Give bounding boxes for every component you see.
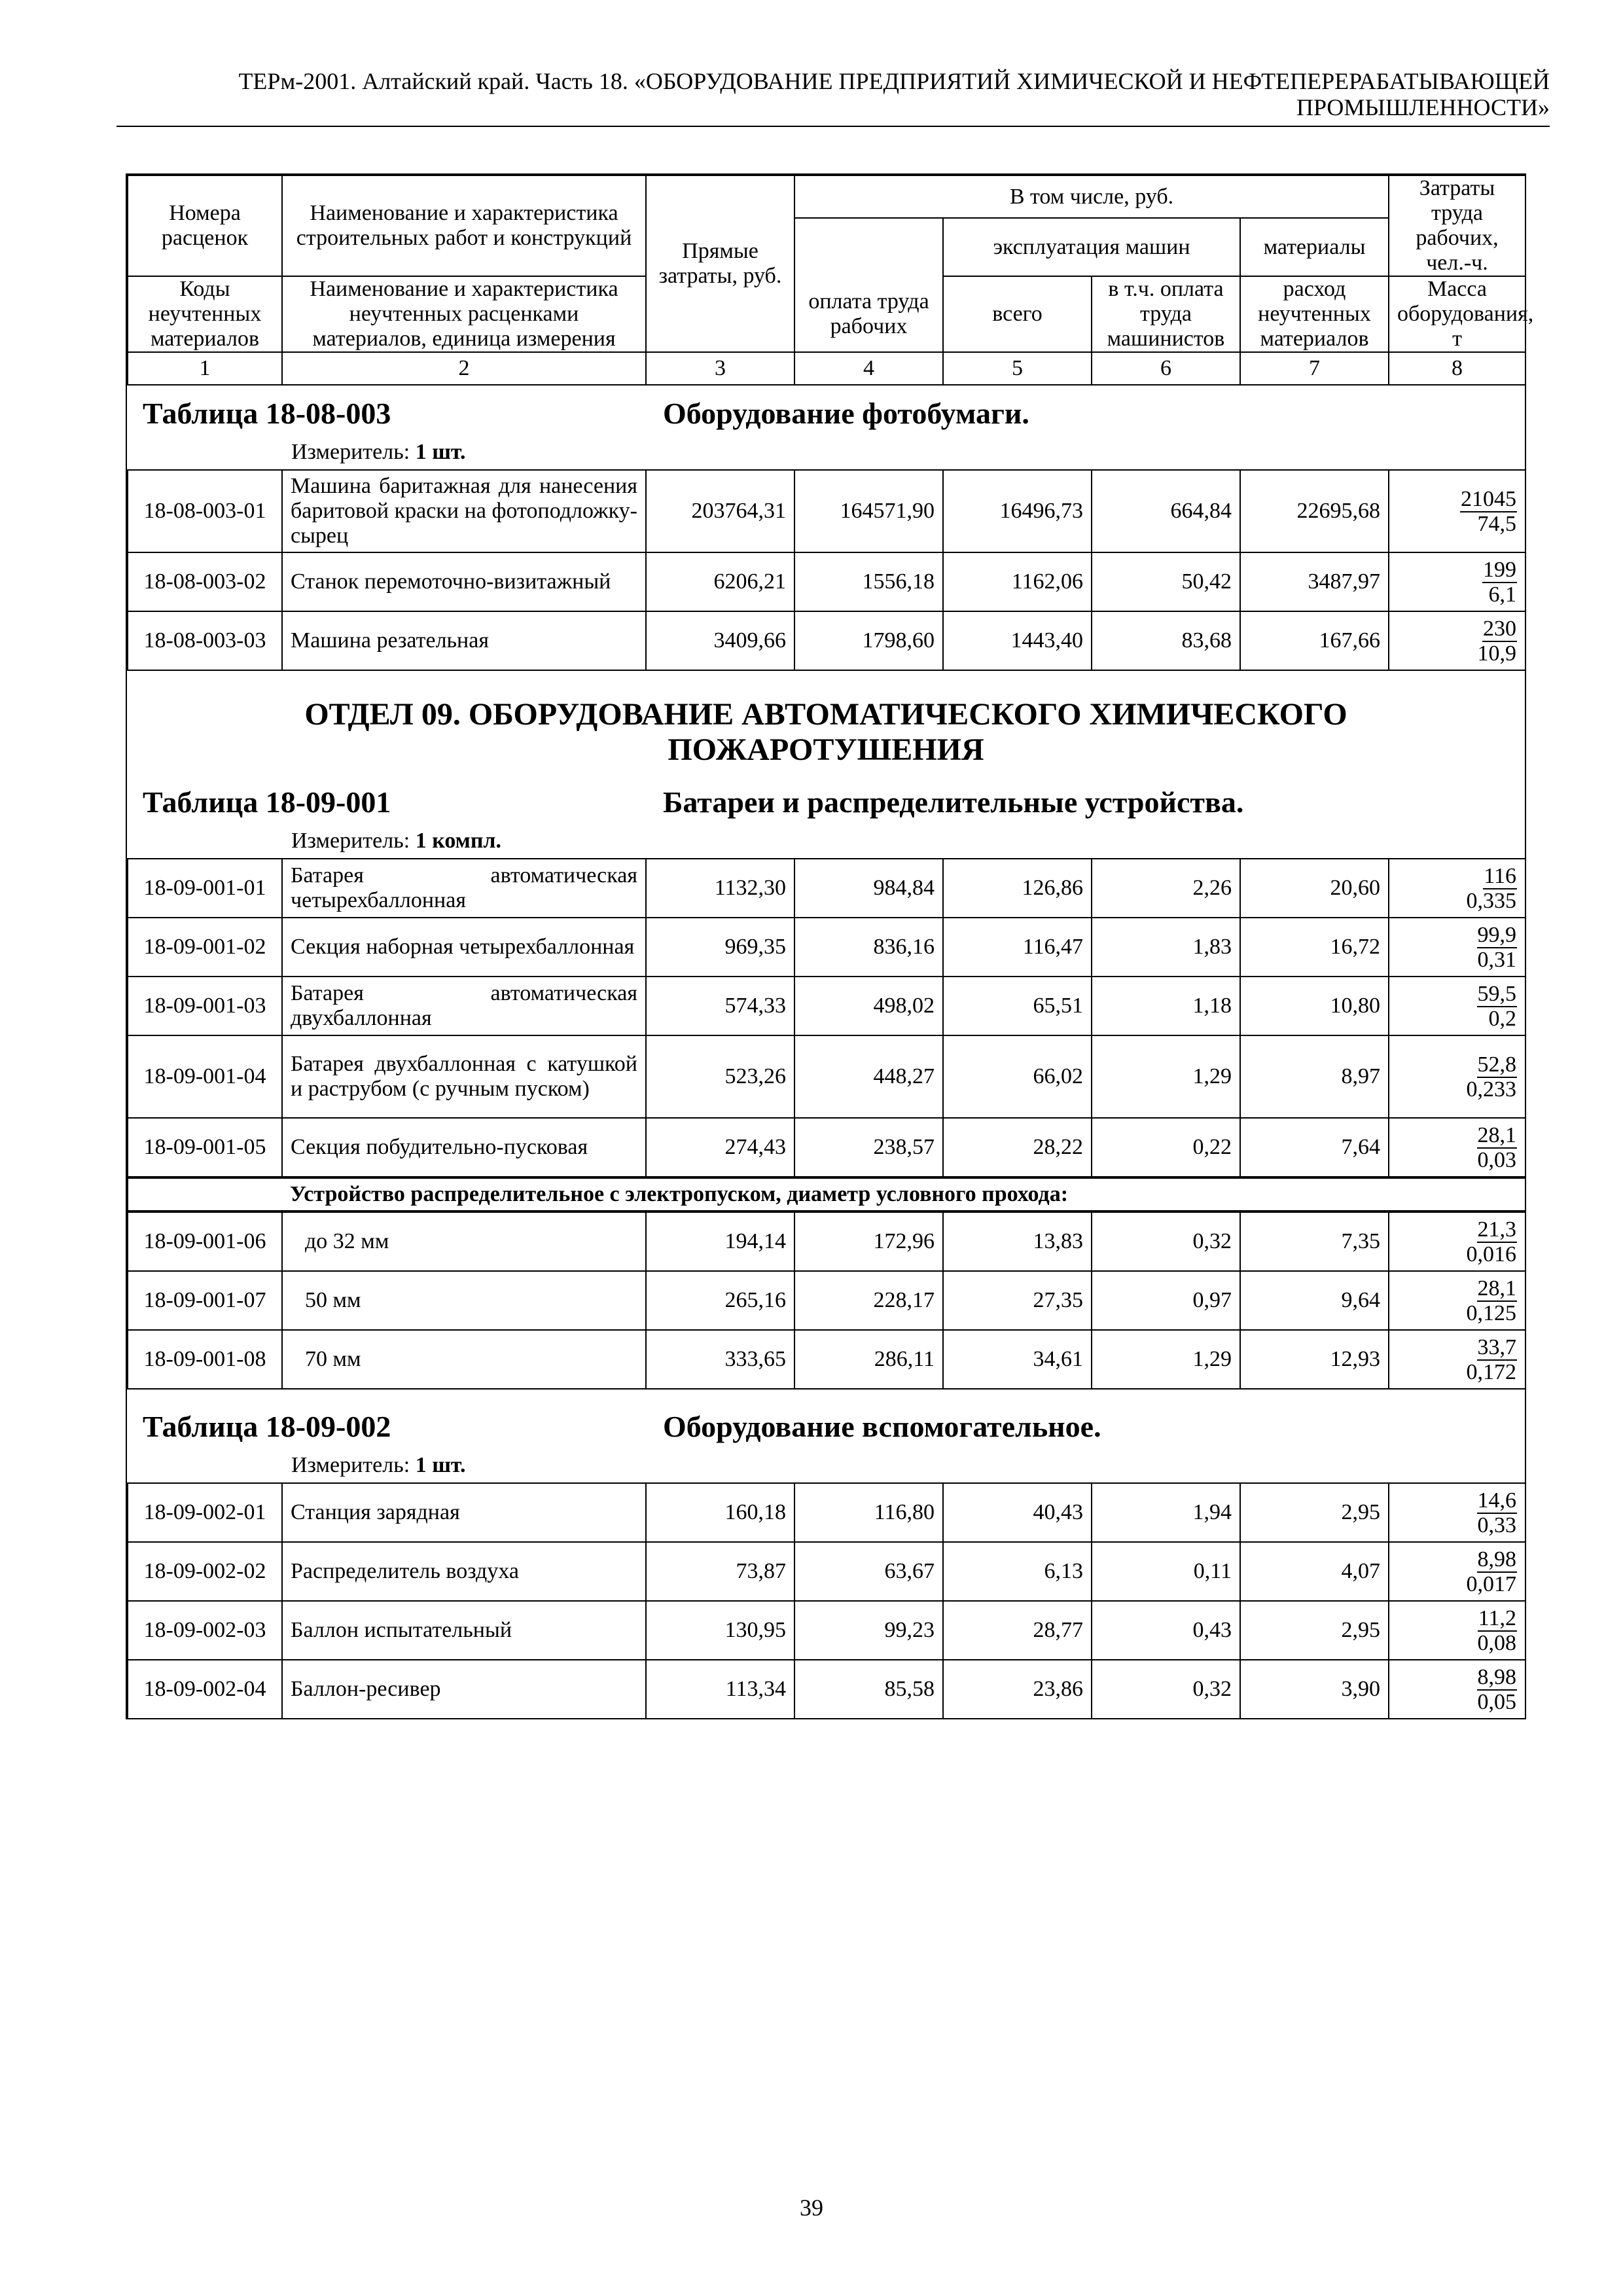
labor-hours: 8,98	[1477, 1664, 1516, 1689]
col-number: 7	[1240, 352, 1389, 385]
col-number: 1	[128, 352, 282, 385]
labor-hours: 28,1	[1477, 1122, 1516, 1147]
table-row	[128, 1271, 1525, 1330]
table-row	[128, 1118, 1525, 1177]
rates-table-18-09-001	[127, 858, 1526, 1177]
materials-cost: 2,95	[1240, 1601, 1389, 1660]
materials-cost: 22695,68	[1240, 470, 1389, 552]
equipment-mass: 0,172	[1466, 1359, 1516, 1384]
table-row	[128, 1212, 1525, 1271]
direct-cost: 333,65	[646, 1330, 794, 1389]
labor-hours: 14,6	[1477, 1488, 1516, 1513]
labor-hours-mass	[1389, 611, 1525, 670]
machines-cost: 13,83	[943, 1212, 1092, 1271]
labor-hours-mass	[1389, 1271, 1525, 1330]
col-mass-header: Масса оборудования, т	[1389, 276, 1525, 352]
running-header-line-2: ПРОМЫШЛЕННОСТИ»	[1296, 94, 1550, 120]
equipment-mass: 10,9	[1477, 641, 1516, 666]
col-group-header: В том числе, руб.	[794, 175, 1389, 218]
rate-name: Баллон испытательный	[282, 1601, 646, 1660]
labor-hours-mass	[1389, 1660, 1525, 1719]
section-heading-09	[127, 671, 1525, 768]
table-name: Батареи и распределительные устройства.	[663, 785, 1244, 819]
operators-cost: 2,26	[1092, 859, 1240, 918]
materials-cost: 4,07	[1240, 1542, 1389, 1601]
machines-cost: 65,51	[943, 977, 1092, 1035]
col-labor-hours-header: Затраты труда рабочих, чел.-ч.	[1389, 175, 1525, 276]
direct-cost: 265,16	[646, 1271, 794, 1330]
operators-cost: 1,29	[1092, 1035, 1240, 1118]
table-name: Оборудование фотобумаги.	[663, 397, 1029, 430]
materials-cost: 20,60	[1240, 859, 1389, 918]
labor-cost: 228,17	[794, 1271, 943, 1330]
labor-cost: 984,84	[794, 859, 943, 918]
operators-cost: 0,22	[1092, 1118, 1240, 1177]
materials-cost: 3,90	[1240, 1660, 1389, 1719]
rate-code: 18-09-002-02	[128, 1542, 282, 1601]
labor-hours-mass	[1389, 1330, 1525, 1389]
meter-label: Измеритель:	[291, 440, 410, 464]
rate-name: Машина баритажная для нанесения баритовой краски на фотоподложку-сырец	[282, 470, 646, 552]
col-number: 8	[1389, 352, 1525, 385]
machines-cost: 66,02	[943, 1035, 1092, 1118]
meter-value: 1 шт.	[415, 1453, 466, 1477]
labor-hours: 21045	[1461, 486, 1516, 511]
equipment-mass: 0,33	[1477, 1513, 1516, 1537]
labor-cost: 498,02	[794, 977, 943, 1035]
machines-cost: 28,77	[943, 1601, 1092, 1660]
table-meter	[127, 438, 1525, 469]
subheading-spacer	[128, 1178, 282, 1211]
labor-hours-mass	[1389, 1601, 1525, 1660]
col-labor-cell-top	[794, 218, 943, 276]
machines-cost: 6,13	[943, 1542, 1092, 1601]
rate-name: Станция зарядная	[282, 1483, 646, 1542]
col-machines-total-header: всего	[943, 276, 1092, 352]
operators-cost: 0,43	[1092, 1601, 1240, 1660]
table-row	[128, 918, 1525, 977]
labor-cost: 1798,60	[794, 611, 943, 670]
rate-code: 18-09-002-04	[128, 1660, 282, 1719]
labor-hours-mass	[1389, 977, 1525, 1035]
rate-name: Распределитель воздуха	[282, 1542, 646, 1601]
section-heading-line-2: ПОЖАРОТУШЕНИЯ	[668, 732, 984, 767]
direct-cost: 1132,30	[646, 859, 794, 918]
direct-cost: 160,18	[646, 1483, 794, 1542]
running-header	[116, 68, 1550, 120]
labor-hours: 116	[1484, 863, 1516, 888]
labor-hours: 33,7	[1477, 1335, 1516, 1359]
rate-name: 70 мм	[282, 1330, 646, 1389]
materials-cost: 2,95	[1240, 1483, 1389, 1542]
col-name-header: Наименование и характеристика строительных работ и конструкций	[282, 175, 646, 276]
equipment-mass: 0,31	[1477, 947, 1516, 972]
rate-code: 18-09-002-03	[128, 1601, 282, 1660]
rate-code: 18-09-001-05	[128, 1118, 282, 1177]
operators-cost: 0,32	[1092, 1212, 1240, 1271]
col-machines-header: эксплуатация машин	[943, 218, 1240, 276]
rate-name: Батарея двухбаллонная с катушкой и раструбом (с ручным пуском)	[282, 1035, 646, 1118]
labor-cost: 116,80	[794, 1483, 943, 1542]
table-meter	[127, 827, 1525, 858]
rate-code: 18-09-001-02	[128, 918, 282, 977]
col-labor-header: оплата труда рабочих	[794, 276, 943, 352]
direct-cost: 969,35	[646, 918, 794, 977]
rate-code: 18-08-003-03	[128, 611, 282, 670]
materials-cost: 12,93	[1240, 1330, 1389, 1389]
machines-cost: 1162,06	[943, 552, 1092, 611]
rate-code: 18-09-001-04	[128, 1035, 282, 1118]
labor-hours-mass	[1389, 1542, 1525, 1601]
col-direct-header: Прямые затраты, руб.	[646, 175, 794, 352]
materials-cost: 16,72	[1240, 918, 1389, 977]
rate-name: до 32 мм	[282, 1212, 646, 1271]
table-row	[128, 1542, 1525, 1601]
equipment-mass: 0,335	[1466, 888, 1516, 913]
machines-cost: 28,22	[943, 1118, 1092, 1177]
direct-cost: 274,43	[646, 1118, 794, 1177]
col-materials-header: материалы	[1240, 218, 1389, 276]
subheading-table	[127, 1177, 1526, 1211]
meter-label: Измеритель:	[291, 829, 410, 853]
rate-name: Станок перемоточно-визитажный	[282, 552, 646, 611]
equipment-mass: 0,125	[1466, 1300, 1516, 1325]
labor-hours-mass	[1389, 1212, 1525, 1271]
table-number: Таблица 18-08-003	[143, 397, 391, 430]
meter-value: 1 шт.	[415, 440, 466, 464]
col-number: 2	[282, 352, 646, 385]
direct-cost: 203764,31	[646, 470, 794, 552]
table-row	[128, 1035, 1525, 1118]
equipment-mass: 0,08	[1477, 1630, 1516, 1655]
table-row	[128, 470, 1525, 552]
operators-cost: 1,18	[1092, 977, 1240, 1035]
machines-cost: 34,61	[943, 1330, 1092, 1389]
labor-hours-mass	[1389, 1118, 1525, 1177]
labor-hours: 59,5	[1477, 981, 1516, 1006]
equipment-mass: 0,03	[1477, 1147, 1516, 1172]
labor-hours: 230	[1483, 616, 1516, 641]
labor-cost: 85,58	[794, 1660, 943, 1719]
direct-cost: 6206,21	[646, 552, 794, 611]
table-title-18-09-002	[127, 1390, 1525, 1451]
labor-cost: 238,57	[794, 1118, 943, 1177]
materials-cost: 7,64	[1240, 1118, 1389, 1177]
rate-code: 18-09-001-07	[128, 1271, 282, 1330]
labor-hours-mass	[1389, 859, 1525, 918]
direct-cost: 3409,66	[646, 611, 794, 670]
col-codes-header: Номера расценок	[128, 175, 282, 276]
materials-cost: 9,64	[1240, 1271, 1389, 1330]
machines-cost: 126,86	[943, 859, 1092, 918]
rate-name: Баллон-ресивер	[282, 1660, 646, 1719]
rate-code: 18-09-001-03	[128, 977, 282, 1035]
equipment-mass: 0,016	[1466, 1242, 1516, 1266]
operators-cost: 1,94	[1092, 1483, 1240, 1542]
table-title-18-08-003	[127, 386, 1525, 438]
equipment-mass: 6,1	[1488, 582, 1516, 607]
rate-name: 50 мм	[282, 1271, 646, 1330]
price-sheet	[126, 173, 1534, 1719]
operators-cost: 664,84	[1092, 470, 1240, 552]
materials-cost: 10,80	[1240, 977, 1389, 1035]
rate-name: Батарея автоматическая двухбаллонная	[282, 977, 646, 1035]
table-row	[128, 1601, 1525, 1660]
equipment-mass: 0,2	[1488, 1006, 1516, 1031]
rate-name: Секция наборная четырехбаллонная	[282, 918, 646, 977]
rates-table-18-09-001-sub	[127, 1211, 1526, 1390]
rates-table-18-08-003	[127, 469, 1526, 671]
rate-code: 18-09-001-08	[128, 1330, 282, 1389]
direct-cost: 574,33	[646, 977, 794, 1035]
col-number: 6	[1092, 352, 1240, 385]
labor-cost: 448,27	[794, 1035, 943, 1118]
meter-label: Измеритель:	[291, 1453, 410, 1477]
materials-cost: 167,66	[1240, 611, 1389, 670]
operators-cost: 1,83	[1092, 918, 1240, 977]
operators-cost: 0,32	[1092, 1660, 1240, 1719]
equipment-mass: 0,05	[1477, 1689, 1516, 1714]
rate-code: 18-08-003-02	[128, 552, 282, 611]
materials-cost: 7,35	[1240, 1212, 1389, 1271]
rate-code: 18-08-003-01	[128, 470, 282, 552]
table-title-18-09-001	[127, 768, 1525, 827]
section-heading-line-1: ОТДЕЛ 09. ОБОРУДОВАНИЕ АВТОМАТИЧЕСКОГО ХИМИЧЕСКОГО	[304, 697, 1347, 732]
labor-hours-mass	[1389, 470, 1525, 552]
rate-code: 18-09-002-01	[128, 1483, 282, 1542]
table-row	[128, 859, 1525, 918]
labor-hours: 21,3	[1477, 1217, 1516, 1242]
labor-cost: 172,96	[794, 1212, 943, 1271]
col-number: 3	[646, 352, 794, 385]
table-name: Оборудование вспомогательное.	[663, 1410, 1101, 1443]
labor-cost: 286,11	[794, 1330, 943, 1389]
labor-cost: 1556,18	[794, 552, 943, 611]
table-row	[128, 1660, 1525, 1719]
equipment-mass: 0,233	[1466, 1077, 1516, 1102]
labor-hours-mass	[1389, 1483, 1525, 1542]
col-material-codes-header: Коды неучтенных материалов	[128, 276, 282, 352]
col-number: 4	[794, 352, 943, 385]
labor-hours: 11,2	[1478, 1605, 1516, 1630]
direct-cost: 130,95	[646, 1601, 794, 1660]
labor-hours: 8,98	[1477, 1547, 1516, 1571]
operators-cost: 83,68	[1092, 611, 1240, 670]
machines-cost: 40,43	[943, 1483, 1092, 1542]
running-header-line-1: ТЕРм-2001. Алтайский край. Часть 18. «ОБОРУДОВАНИЕ ПРЕДПРИЯТИЙ ХИМИЧЕСКОЙ И НЕФТЕПЕРЕРАБАТЫВАЮЩЕЙ	[238, 68, 1550, 94]
equipment-mass: 0,017	[1466, 1571, 1516, 1596]
labor-cost: 99,23	[794, 1601, 943, 1660]
direct-cost: 113,34	[646, 1660, 794, 1719]
subheading-text: Устройство распределительное с электропуском, диаметр условного прохода:	[282, 1178, 1525, 1211]
operators-cost: 50,42	[1092, 552, 1240, 611]
direct-cost: 194,14	[646, 1212, 794, 1271]
materials-cost: 8,97	[1240, 1035, 1389, 1118]
labor-hours-mass	[1389, 1035, 1525, 1118]
meter-value: 1 компл.	[415, 829, 502, 853]
rate-name: Машина резательная	[282, 611, 646, 670]
rates-table-18-09-002	[127, 1482, 1526, 1719]
machines-cost: 1443,40	[943, 611, 1092, 670]
page-number: 39	[800, 2195, 823, 2221]
direct-cost: 523,26	[646, 1035, 794, 1118]
materials-cost: 3487,97	[1240, 552, 1389, 611]
table-meter	[127, 1451, 1525, 1482]
table-number: Таблица 18-09-002	[143, 1410, 391, 1443]
direct-cost: 73,87	[646, 1542, 794, 1601]
table-row	[128, 611, 1525, 670]
machines-cost: 27,35	[943, 1271, 1092, 1330]
rate-code: 18-09-001-01	[128, 859, 282, 918]
col-operators-header: в т.ч. оплата труда машинистов	[1092, 276, 1240, 352]
table-number: Таблица 18-09-001	[143, 785, 391, 819]
operators-cost: 1,29	[1092, 1330, 1240, 1389]
column-header-table	[127, 175, 1534, 386]
table-row	[128, 1330, 1525, 1389]
labor-hours: 28,1	[1477, 1276, 1516, 1300]
labor-cost: 164571,90	[794, 470, 943, 552]
labor-cost: 63,67	[794, 1542, 943, 1601]
table-row	[128, 1483, 1525, 1542]
labor-hours: 199	[1483, 557, 1516, 582]
labor-cost: 836,16	[794, 918, 943, 977]
col-material-usage-header: расход неучтенных материалов	[1240, 276, 1389, 352]
rate-code: 18-09-001-06	[128, 1212, 282, 1271]
labor-hours-mass	[1389, 918, 1525, 977]
equipment-mass: 74,5	[1477, 511, 1516, 536]
rate-name: Секция побудительно-пусковая	[282, 1118, 646, 1177]
labor-hours-mass	[1389, 552, 1525, 611]
col-material-names-header: Наименование и характеристика неучтенных расценками материалов, единица измерения	[282, 276, 646, 352]
table-row	[128, 977, 1525, 1035]
rate-name: Батарея автоматическая четырехбаллонная	[282, 859, 646, 918]
machines-cost: 116,47	[943, 918, 1092, 977]
machines-cost: 23,86	[943, 1660, 1092, 1719]
operators-cost: 0,97	[1092, 1271, 1240, 1330]
col-number: 5	[943, 352, 1092, 385]
operators-cost: 0,11	[1092, 1542, 1240, 1601]
header-rule	[116, 126, 1550, 127]
labor-hours: 52,8	[1477, 1052, 1516, 1077]
machines-cost: 16496,73	[943, 470, 1092, 552]
labor-hours: 99,9	[1477, 922, 1516, 947]
table-row	[128, 552, 1525, 611]
